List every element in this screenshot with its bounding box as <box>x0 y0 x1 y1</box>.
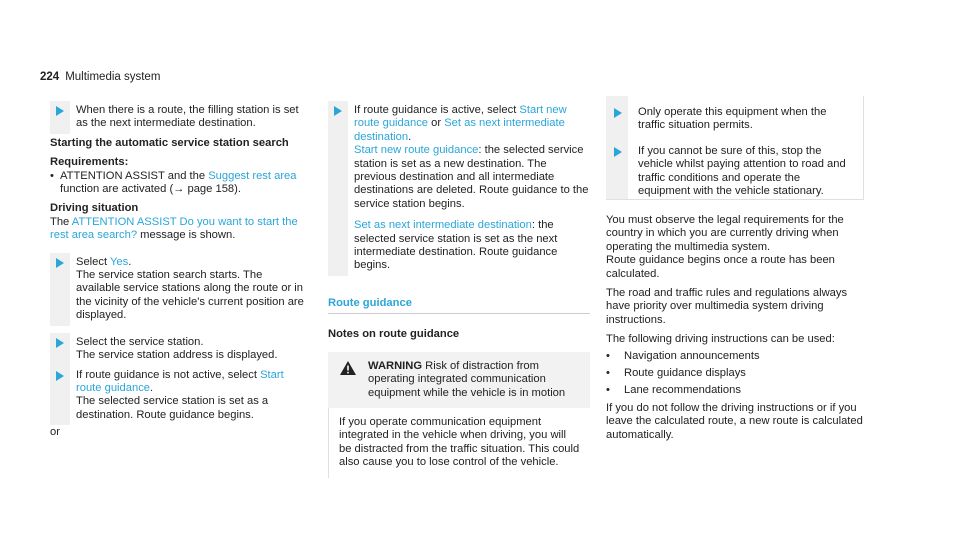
warning-header: WARNING Risk of distraction from operating integrated communication equipment while the vehicle is in motion <box>328 352 590 408</box>
requirement-item: • ATTENTION ASSIST and the Suggest rest area function are activated (→ page 158). <box>50 169 297 196</box>
step-arrow-icon <box>334 106 342 116</box>
step-select-station: Select the service station. The service station address is displayed. <box>50 336 304 363</box>
column-2 <box>328 104 590 478</box>
page-header <box>40 71 160 84</box>
paragraph-recalculate: If you do not follow the driving instructions or if you leave the calculated route, a new route is calculated automatically. <box>606 401 863 441</box>
paragraph-priority: The road and traffic rules and regulations always have priority over multimedia system driving instructions. <box>606 287 848 326</box>
paragraph-instructions: The following driving instructions can be used: <box>606 333 835 346</box>
list-item: • Lane recommendations <box>606 384 741 397</box>
box-step-2: If you cannot be sure of this, stop the vehicle whilst paying attention to road and traffic conditions and operate the equipment with the vehicle stationary. <box>606 145 854 199</box>
driving-situation-text: The ATTENTION ASSIST Do you want to start the rest area search? message is shown. <box>50 215 298 242</box>
list-item: • Route guidance displays <box>606 367 746 380</box>
column-1 <box>50 104 304 440</box>
page-title: Multimedia system <box>65 71 161 83</box>
list-item: • Navigation announcements <box>606 349 760 362</box>
or-text: or <box>50 426 60 439</box>
column-3 <box>606 214 866 442</box>
step-arrow-icon <box>614 108 622 118</box>
notes-heading: Notes on route guidance <box>328 328 460 341</box>
requirements-label: Requirements: <box>50 156 129 169</box>
instruction-list <box>606 350 866 398</box>
step-arrow-icon <box>56 258 64 268</box>
section-title-route-guidance: Route guidance <box>328 297 590 314</box>
warning-body: If you operate communication equipment integrated in the vehicle when driving, you will be distracted from the traffic situation. This could also cause you to lose control of the vehicle. <box>328 408 590 478</box>
bullet-icon: • <box>50 169 54 182</box>
paragraph-legal: You must observe the legal requirements for the country in which you are currently driving when operating the multimedia system. <box>606 214 844 253</box>
step-active-guidance: If route guidance is active, select Start new route guidance or Set as next intermediate destination. Start new route guidance: the selected service station is set as a new destination. The previous destination and all intermediate destinations are deleted. Route guidance to the service station begins. Set as next intermediate destination: the selected service station is set as the next intermediate destination. Route guidance begins. <box>328 104 590 273</box>
warning-triangle-icon <box>340 361 356 375</box>
step-select-yes: Select Yes. The service station search starts. The available service stations along the route or in the vicinity of the vehicle's current position are displayed. <box>50 256 304 323</box>
step-arrow-icon <box>56 106 64 116</box>
step-arrow-icon <box>614 147 622 157</box>
step-filling-station: When there is a route, the filling station is set as the next intermediate destination. <box>50 104 304 131</box>
box-step-1: Only operate this equipment when the traffic situation permits. <box>606 106 854 133</box>
step-start-guidance: If route guidance is not active, select Start route guidance. The selected service station is set as a destination. Route guidance begins. <box>50 369 304 423</box>
page-number: 224 <box>40 71 60 83</box>
warning-steps-box <box>606 96 864 200</box>
driving-situation-label: Driving situation <box>50 202 139 215</box>
step-arrow-icon <box>56 371 64 381</box>
step-arrow-icon <box>56 338 64 348</box>
warning-block <box>328 352 590 478</box>
paragraph-route-begins: Route guidance begins once a route has been calculated. <box>606 254 835 280</box>
section-heading: Starting the automatic service station search <box>50 136 289 149</box>
